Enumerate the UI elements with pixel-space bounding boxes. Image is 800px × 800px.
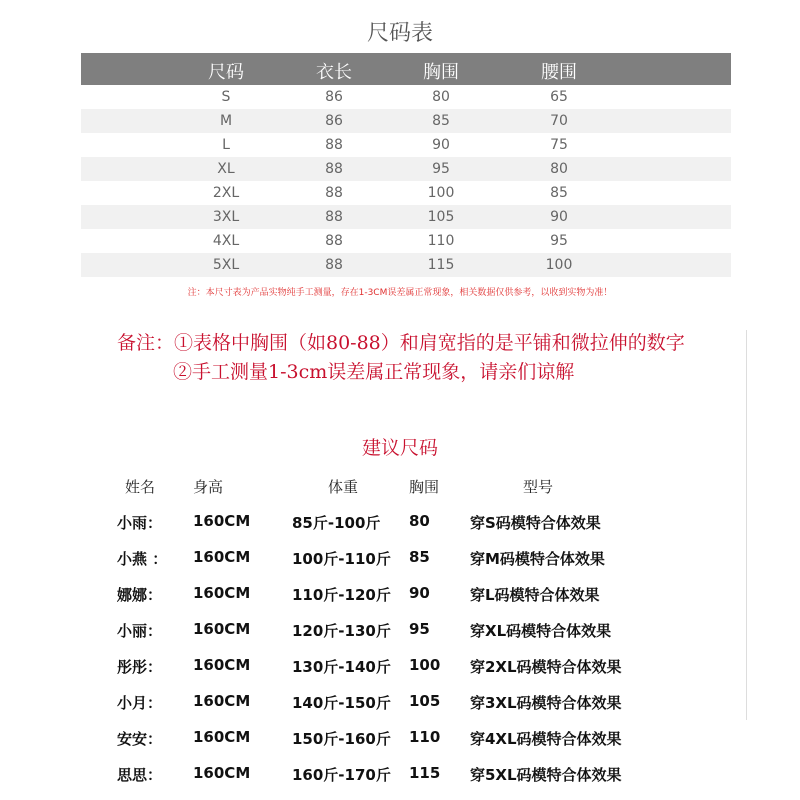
recommend-cell: 80 [409, 512, 430, 530]
recommend-cell: 160CM [193, 764, 251, 782]
recommend-cell: 160CM [193, 584, 251, 602]
recommend-row [0, 656, 800, 686]
table-cell: 100 [545, 257, 573, 273]
recommend-cell: 穿M码模特合体效果 [470, 550, 605, 568]
recommend-cell: 小燕 ： [117, 550, 168, 568]
measurement-note: 注：本尺寸表为产品实物纯手工测量，存在1-3CM误差属正常现象，相关数据仅供参考，以收到实物为准！ [187, 288, 613, 298]
recommend-cell: 105 [409, 692, 441, 710]
recommend-cell: 彤彤： [117, 658, 163, 676]
table-cell: 105 [427, 209, 455, 225]
header-cell: 尺码 [208, 62, 244, 83]
table-cell: 3XL [212, 209, 240, 225]
recommend-cell: 150斤-160斤 [292, 730, 391, 748]
size-table [81, 53, 731, 277]
recommend-cell: 115 [409, 764, 441, 782]
remark-line-2: ②手工测量1-3cm误差属正常现象，请亲们谅解 [173, 361, 575, 383]
table-cell: 2XL [212, 185, 240, 201]
table-cell: 88 [325, 257, 343, 273]
recommend-cell: 穿4XL码模特合体效果 [470, 730, 622, 748]
table-row [81, 229, 731, 253]
table-cell: L [222, 137, 230, 153]
recommend-cell: 安安： [117, 730, 163, 748]
recommend-cell: 110 [409, 728, 441, 746]
recommend-cell: 娜娜： [117, 586, 163, 604]
header-cell: 型号 [523, 478, 554, 496]
table-cell: 86 [325, 113, 343, 129]
table-cell: 88 [325, 137, 343, 153]
table-cell: 110 [427, 233, 455, 249]
table-cell: 85 [550, 185, 568, 201]
table-cell: 65 [550, 89, 568, 105]
recommend-cell: 穿XL码模特合体效果 [470, 622, 612, 640]
table-row [81, 133, 731, 157]
recommend-row [0, 764, 800, 794]
table-cell: 88 [325, 233, 343, 249]
recommend-cell: 120斤-130斤 [292, 622, 391, 640]
recommend-row [0, 620, 800, 650]
recommend-cell: 130斤-140斤 [292, 658, 391, 676]
recommend-cell: 160CM [193, 548, 251, 566]
recommend-cell: 穿5XL码模特合体效果 [470, 766, 622, 784]
recommend-row [0, 692, 800, 722]
table-cell: 85 [432, 113, 450, 129]
recommend-cell: 160CM [193, 620, 251, 638]
recommend-cell: 思思： [117, 766, 163, 784]
recommend-cell: 160CM [193, 512, 251, 530]
recommend-cell: 85 [409, 548, 430, 566]
remarks [117, 329, 685, 387]
table-cell: 75 [550, 137, 568, 153]
recommend-cell: 140斤-150斤 [292, 694, 391, 712]
table-cell: 100 [427, 185, 455, 201]
recommend-title: 建议尺码 [361, 437, 438, 459]
recommend-cell: 小月： [117, 694, 163, 712]
table-cell: 88 [325, 209, 343, 225]
table-cell: 90 [432, 137, 450, 153]
recommend-cell: 90 [409, 584, 430, 602]
recommend-cell: 110斤-120斤 [292, 586, 391, 604]
table-row [81, 85, 731, 109]
table-cell: 95 [432, 161, 450, 177]
remark-line-1: 备注：①表格中胸围（如80-88）和肩宽指的是平铺和微拉伸的数字 [117, 332, 685, 354]
recommend-cell: 160CM [193, 692, 251, 710]
recommend-cell: 160CM [193, 656, 251, 674]
header-cell: 胸围 [409, 478, 440, 496]
divider [746, 330, 747, 720]
recommend-cell: 小丽： [117, 622, 163, 640]
recommend-row [0, 584, 800, 614]
table-row [81, 109, 731, 133]
recommend-cell: 穿S码模特合体效果 [470, 514, 601, 532]
recommend-cell: 160斤-170斤 [292, 766, 391, 784]
recommend-row [0, 512, 800, 542]
table-cell: 90 [550, 209, 568, 225]
recommend-cell: 85斤-100斤 [292, 514, 381, 532]
table-cell: 4XL [212, 233, 240, 249]
recommend-header [0, 476, 800, 506]
table-cell: 80 [432, 89, 450, 105]
header-cell: 身高 [193, 478, 224, 496]
recommend-cell: 穿L码模特合体效果 [470, 586, 600, 604]
table-cell: 5XL [212, 257, 240, 273]
header-cell: 衣长 [316, 62, 352, 83]
recommend-cell: 小雨： [117, 514, 163, 532]
recommend-row [0, 728, 800, 758]
table-cell: 95 [550, 233, 568, 249]
table-cell: 86 [325, 89, 343, 105]
table-cell: S [221, 89, 231, 105]
recommend-cell: 95 [409, 620, 430, 638]
table-row [81, 253, 731, 277]
table-cell: 115 [427, 257, 455, 273]
table-cell: XL [217, 161, 235, 177]
table-cell: 88 [325, 185, 343, 201]
recommend-cell: 100斤-110斤 [292, 550, 391, 568]
header-cell: 腰围 [541, 62, 577, 83]
table-row [81, 157, 731, 181]
table-cell: 80 [550, 161, 568, 177]
recommend-cell: 100 [409, 656, 441, 674]
recommend-cell: 穿3XL码模特合体效果 [470, 694, 622, 712]
table-cell: 88 [325, 161, 343, 177]
page-title: 尺码表 [366, 21, 433, 46]
table-row [81, 205, 731, 229]
recommend-row [0, 548, 800, 578]
table-cell: M [219, 113, 233, 129]
header-cell: 姓名 [125, 478, 156, 496]
recommend-cell: 穿2XL码模特合体效果 [470, 658, 622, 676]
table-row [81, 181, 731, 205]
table-cell: 70 [550, 113, 568, 129]
recommend-cell: 160CM [193, 728, 251, 746]
table-header [81, 53, 731, 85]
header-cell: 体重 [328, 478, 359, 496]
header-cell: 胸围 [423, 62, 459, 83]
